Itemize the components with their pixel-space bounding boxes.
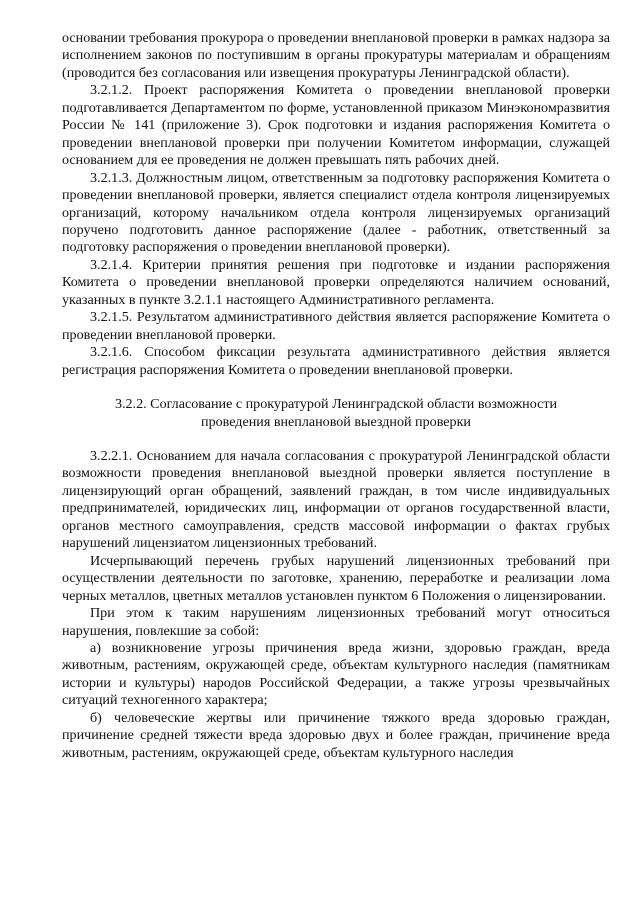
paragraph-3-2-1-3: 3.2.1.3. Должностным лицом, ответственным за подготовку распоряжения Комитета о проведении внеплановой проверки, является специалист отдела контроля лицензируемых организаций, которому начальником отдела контроля лицензируемых организаций поручено подготовить данное распоряжение (далее - работник, ответственный за подготовку распоряжения о проведении внеплановой проверки). xyxy=(62,169,610,256)
paragraph-3-2-1-4: 3.2.1.4. Критерии принятия решения при подготовке и издании распоряжения Комитета о проведении внеплановой проверки определяются наличием оснований, указанных в пункте 3.2.1.1 настоящего Административного регламента. xyxy=(62,256,610,308)
paragraph-violations-list: Исчерпывающий перечень грубых нарушений лицензионных требований при осуществлении деятельности по заготовке, хранению, переработке и реализации лома черных металлов, цветных металлов установлен пунктом 6 Положения о лицензировании. xyxy=(62,552,610,604)
section-heading-3-2-2 xyxy=(62,396,610,431)
paragraph-3-2-1-5: 3.2.1.5. Результатом административного действия является распоряжение Комитета о проведении внеплановой проверки. xyxy=(62,309,610,343)
paragraph-violations-intro: При этом к таким нарушениям лицензионных требований могут относиться нарушения, повлекшие за собой: xyxy=(62,605,610,639)
paragraph-3-2-2-1: 3.2.2.1. Основанием для начала согласования с прокуратурой Ленинградской области возможности проведения внеплановой выездной проверки является поступление в лицензирующий орган обращений, заявлений граждан, в том числе индивидуальных предпринимателей, юридических лиц, информации от органов государственной власти, органов местного самоуправления, средств массовой информации о фактах грубых нарушений лицензиатом лицензионных требований. xyxy=(62,447,610,552)
section-heading-line-2: проведения внеплановой выездной проверки xyxy=(201,413,471,430)
list-item-a: а) возникновение угрозы причинения вреда жизни, здоровью граждан, вреда животным, растениям, окружающей среде, объектам культурного наследия (памятникам истории и культуры) народов Российской Федерации, а также угрозы чрезвычайных ситуаций техногенного характера; xyxy=(62,639,610,709)
section-heading-line-1: 3.2.2. Согласование с прокуратурой Ленинградской области возможности xyxy=(114,396,558,413)
paragraph-continuation: основании требования прокурора о проведении внеплановой проверки в рамках надзора за исполнением законов по поступившим в органы прокуратуры материалам и обращениям (проводится без согласования или извещения прокуратуры Ленинградской области). xyxy=(62,30,610,81)
list-item-b: б) человеческие жертвы или причинение тяжкого вреда здоровью граждан, причинение средней тяжести вреда здоровью двух и более граждан, причинение вреда животным, растениям, окружающей среде, объектам культурного наследия xyxy=(62,709,610,761)
paragraph-3-2-1-2: 3.2.1.2. Проект распоряжения Комитета о проведении внеплановой проверки подготавливается Департаментом по форме, установленной приказом Минэкономразвития России № 141 (приложение 3). Срок подготовки и издания распоряжения Комитета о проведении внеплановой проверки при получении Комитетом информации, служащей основанием для ее проведения не должен превышать пять рабочих дней. xyxy=(62,82,610,169)
paragraph-3-2-1-6: 3.2.1.6. Способом фиксации результата административного действия является регистрация распоряжения Комитета о проведении внеплановой проверки. xyxy=(62,344,610,378)
